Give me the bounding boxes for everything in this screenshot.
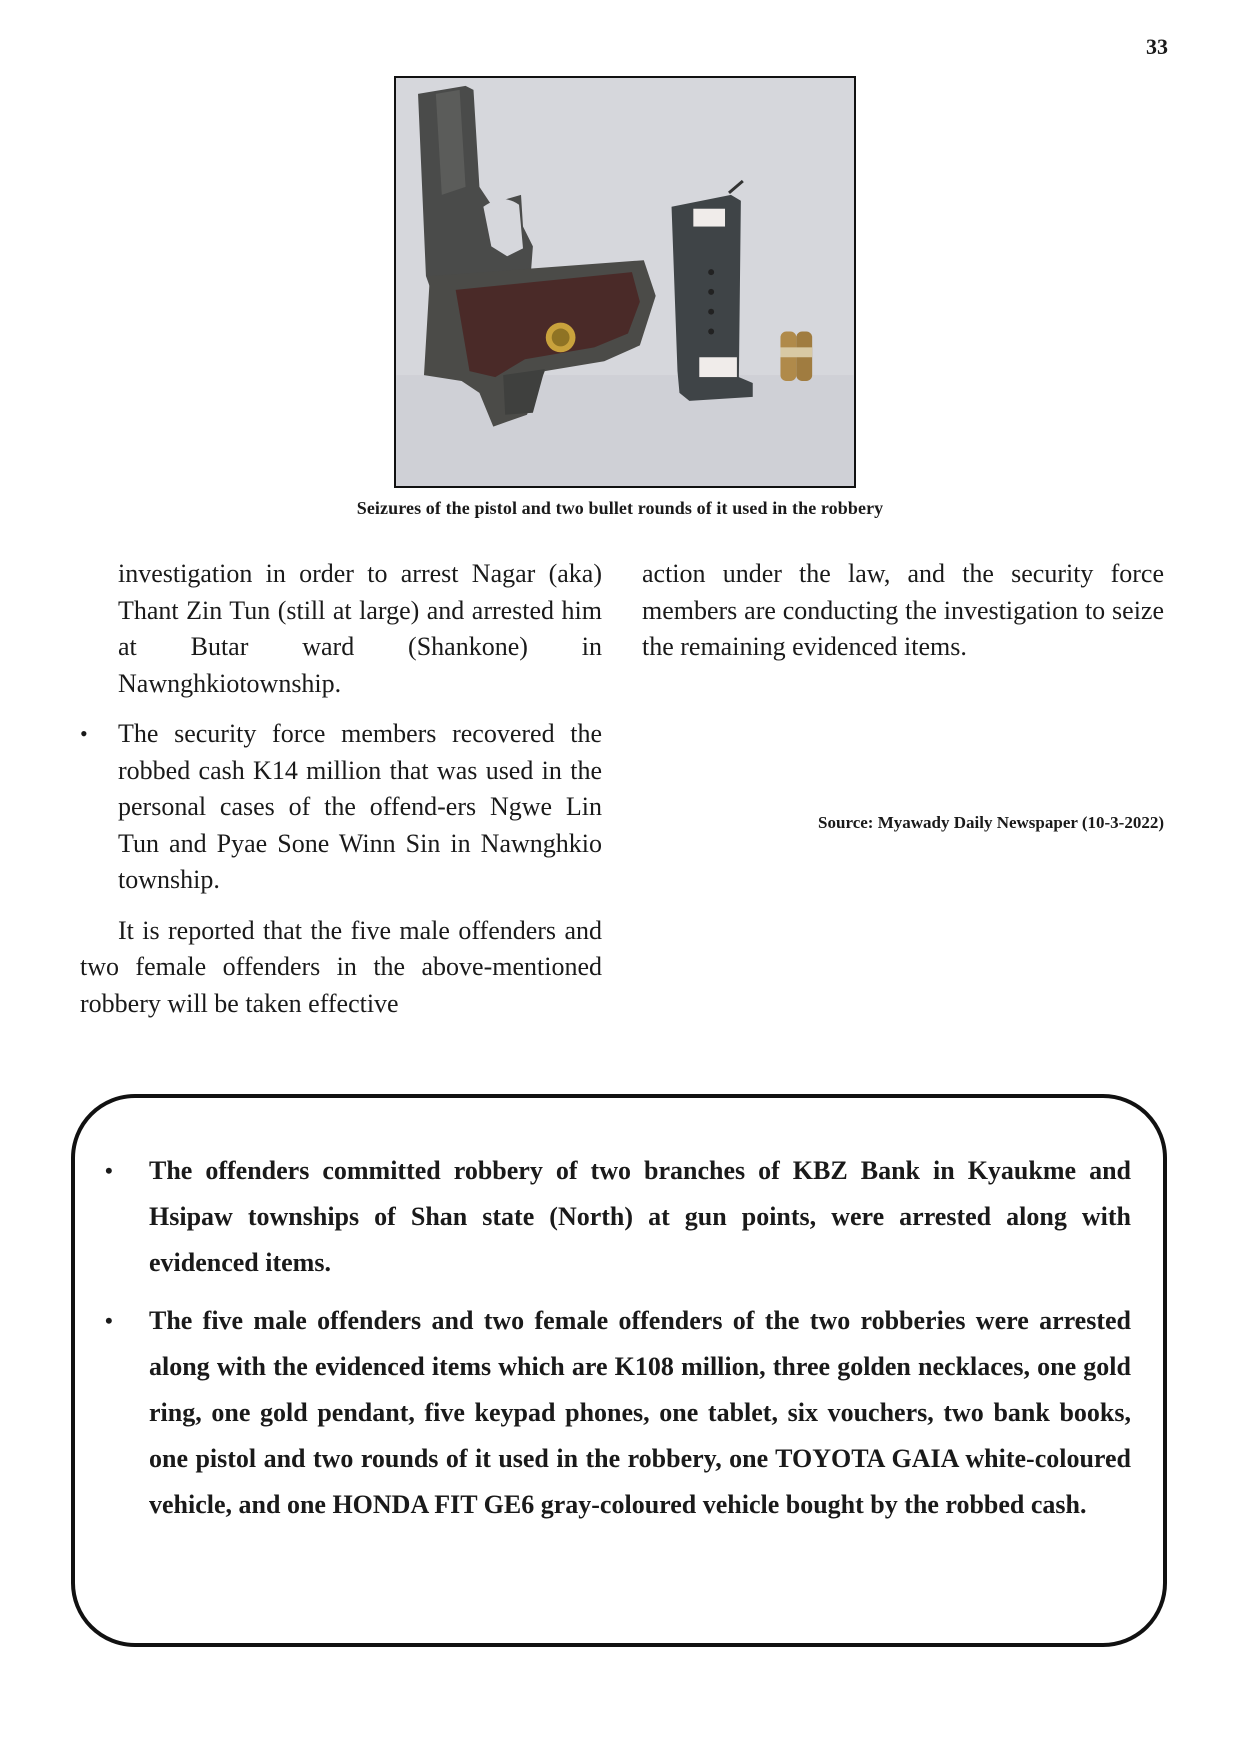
summary-item: [105, 1298, 1131, 1528]
left-column: [80, 556, 602, 1036]
summary-list: [105, 1148, 1131, 1540]
bullet-dot: •: [105, 1308, 113, 1333]
page-number: 33: [1146, 34, 1168, 59]
bullet-rounds-image: [780, 332, 812, 382]
photo-caption: Seizures of the pistol and two bullet rounds of it used in the robbery: [356, 498, 884, 518]
summary-item: [105, 1148, 1131, 1286]
right-column: [642, 556, 1164, 680]
body-paragraph: It is reported that the five male offenders and two female offenders in the above-mentioned robbery will be taken effective: [80, 915, 602, 1018]
bullet-item: [80, 716, 602, 899]
bullet-text: The security force members recovered the robbed cash K14 million that was used in the personal cases of the offend-ers Ngwe Lin Tun and Pyae Sone Winn Sin in Nawnghkio township.: [118, 719, 602, 894]
summary-box: [71, 1094, 1167, 1647]
summary-text: The offenders committed robbery of two branches of KBZ Bank in Kyaukme and Hsipaw townships of Shan state (North) at gun points, were arrested along with evidenced items.: [149, 1156, 1131, 1277]
source-citation: Source: Myawady Daily Newspaper (10-3-2022): [818, 813, 1164, 832]
bullet-dot: •: [105, 1158, 113, 1183]
summary-text: The five male offenders and two female offenders of the two robberies were arrested along with the evidenced items which are K108 million, three golden necklaces, one gold ring, one gold pendant, five keypad phones, one tablet, six vouchers, two bank books, one pistol and two rounds of it used in the robbery, one TOYOTA GAIA white-coloured vehicle, and one HONDA FIT GE6 gray-coloured vehicle bought by the robbed cash.: [149, 1306, 1131, 1519]
evidence-photo: [394, 76, 856, 488]
body-paragraph-continued: action under the law, and the security force members are conducting the investigation to seize the remaining evidenced items.: [642, 559, 1164, 661]
bullet-dot: •: [80, 721, 88, 746]
continued-bullet-text: investigation in order to arrest Nagar (aka) Thant Zin Tun (still at large) and arrested him at Butar ward (Shankone) in Nawnghkiotownship.: [118, 559, 602, 698]
evidence-photo-illustration: [396, 78, 854, 486]
